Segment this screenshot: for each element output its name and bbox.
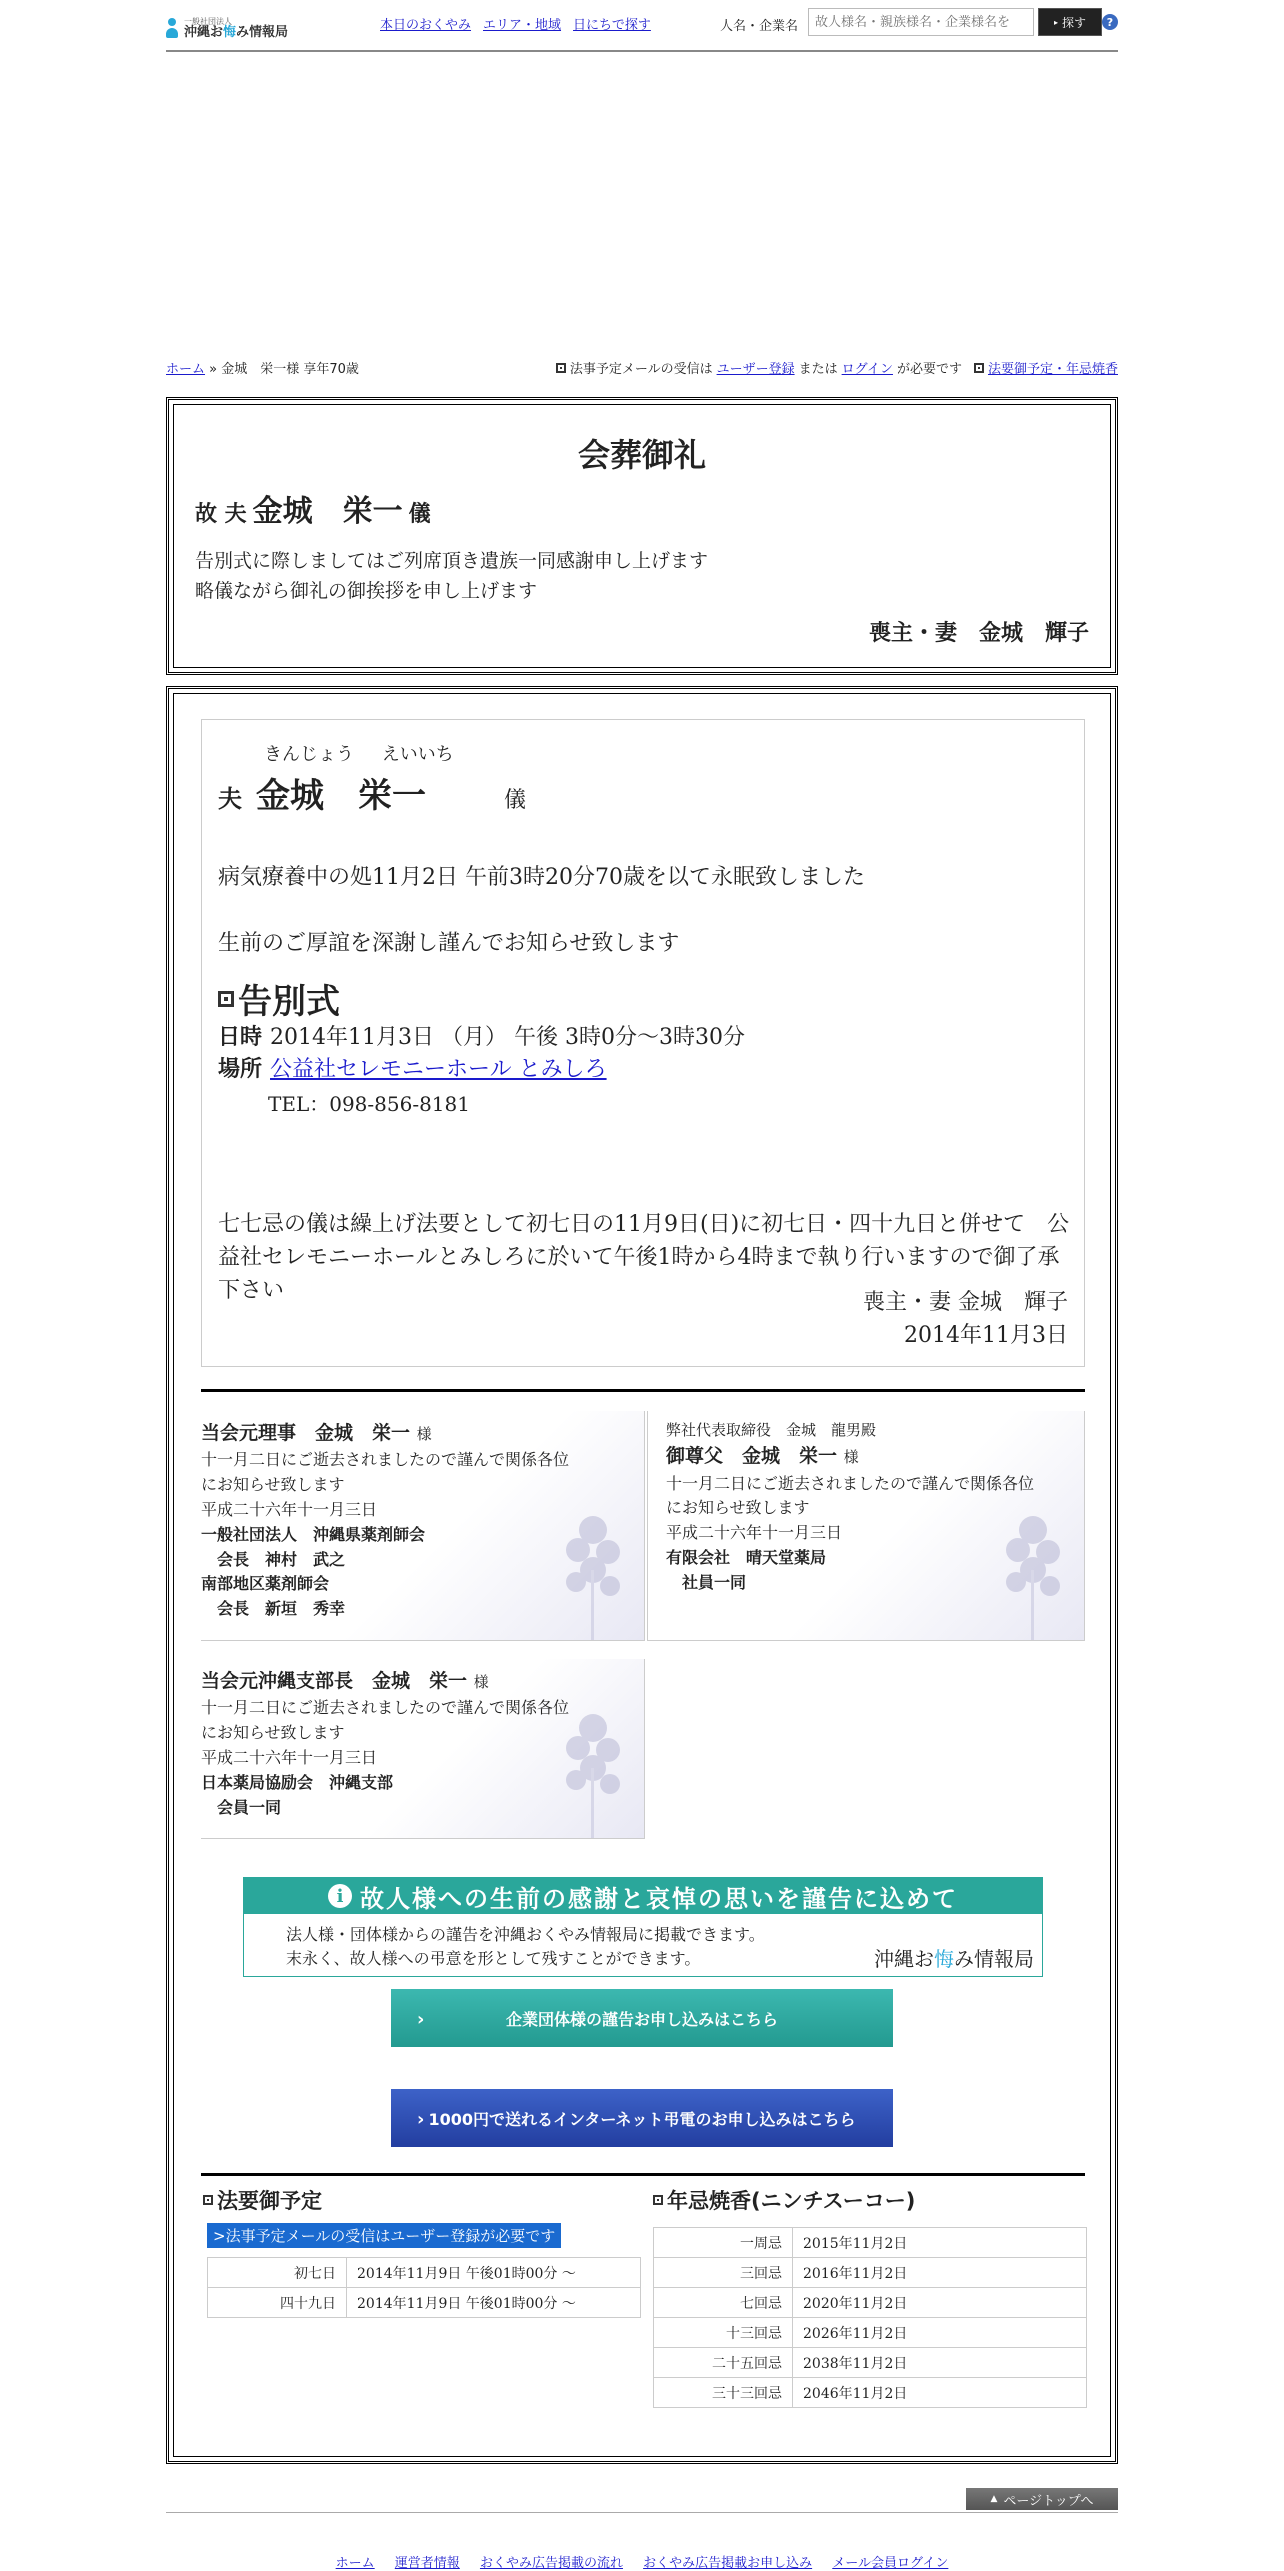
memorial-schedule-heading: 法要御予定 [203,2185,322,2215]
telegram-button[interactable]: › 1000円で送れるインターネット弔電のお申し込みはこちら [391,2089,893,2147]
flower-icon [548,1698,638,1838]
top-nav [380,14,651,33]
breadcrumb-home[interactable]: ホーム [166,362,206,377]
page-top-button[interactable]: ▲ ページトップへ [966,2488,1118,2510]
help-icon[interactable]: ? [1102,14,1118,30]
condolence-card: 当会元沖縄支部長 金城 栄一 様 十一月二日にご逝去されましたので謹んで関係各位 にお知らせ致します 平成二十六年十一月三日 日本薬局協励会 沖縄支部 会員一同 [201,1659,645,1839]
memorial-schedule-table [207,2257,641,2318]
info-icon: i [328,1884,352,1908]
flower-icon [548,1500,638,1640]
obituary-signature: 喪主・妻 金城 輝子 2014年11月3日 [863,1290,1068,1348]
thanks-line-1: 告別式に際しましてはご列席頂き遺族一同感謝申し上げます [195,550,709,572]
thanks-signature: 喪主・妻 金城 輝子 [868,620,1089,646]
condolence-ad-banner[interactable] [243,1877,1043,1977]
condolence-card: 弊社代表取締役 金城 龍男殿 御尊父 金城 栄一 様 十一月二日にご逝去されましたので謹んで関係各位 にお知らせ致します 平成二十六年十一月三日 有限会社 晴天堂薬局 社員一同 [647,1411,1085,1641]
login-link[interactable]: ログイン [841,362,893,377]
gratitude-line: 生前のご厚誼を深謝し謹んでお知らせ致します [218,931,680,956]
table-row: 三十三回忌 2046年11月2日 [654,2378,1087,2408]
table-row: 一周忌 2015年11月2日 [654,2228,1087,2258]
funeral-date: 日時 2014年11月3日 （月） 午後 3時0分～3時30分 [218,1024,745,1050]
divider [201,1389,1085,1392]
register-link[interactable]: ユーザー登録 [716,362,795,377]
condolence-card: 当会元理事 金城 栄一 様 十一月二日にご逝去されましたので謹んで関係各位 にお知らせ致します 平成二十六年十一月三日 一般社団法人 沖縄県薬剤師会 会長 神村 武之 南部地区薬剤師会 会長 新垣 秀幸 [201,1411,645,1641]
banner-brand: 沖縄お悔み情報局 [874,1947,1034,1971]
table-row: 七回忌 2020年11月2日 [654,2288,1087,2318]
table-row: 十三回忌 2026年11月2日 [654,2318,1087,2348]
nav-today[interactable]: 本日のおくやみ [380,18,472,33]
banner-headline: 故人様への生前の感謝と哀悼の思いを謹告に込めて [360,1884,958,1913]
footer-link-home[interactable]: ホーム [335,2556,375,2571]
square-bullet-icon [974,363,984,373]
logo-title: 沖縄お悔み情報局 [184,24,289,40]
arrow-up-icon: ▲ [990,2494,998,2504]
deceased-name: 夫 金城 栄一 儀 [218,776,527,816]
anniversary-table [653,2227,1087,2408]
footer-link-flow[interactable]: おくやみ広告掲載の流れ [479,2556,623,2571]
search-arrow-icon: ▸ [1053,17,1058,27]
corporate-notice-button[interactable]: › 企業団体様の謹告お申し込みはこちら [391,1989,893,2047]
footer-link-login[interactable]: メール会員ログイン [832,2556,949,2571]
site-header [166,6,1118,52]
venue-link[interactable]: 公益社セレモニーホール とみしろ [270,1057,607,1082]
logo-icon [166,16,180,40]
mail-notice: 法事予定メールの受信は ユーザー登録 または ログイン が必要です 法要御予定・年忌焼香 [556,358,1118,377]
breadcrumb-current: 金城 栄一様 享年70歳 [221,362,359,377]
thanks-deceased-name: 故 夫 金城 栄一 儀 [195,494,431,529]
name-furigana: きんじょう えいいち [264,744,454,765]
obituary-notice [201,719,1085,1367]
search-button[interactable]: ▸ 探す [1038,8,1102,36]
banner-line-2: 末永く、故人様への弔意を形として残すことができます。 [286,1949,701,1968]
flower-icon [988,1500,1078,1640]
table-row: 初七日 2014年11月9日 午後01時00分 ～ [208,2258,641,2288]
table-row: 三回忌 2016年11月2日 [654,2258,1087,2288]
logo-subtitle: 一般社団法人 [184,16,232,26]
divider [201,2173,1085,2176]
funeral-heading: 告別式 [218,974,340,1023]
search-input[interactable] [808,8,1034,36]
death-notice: 病気療養中の処11月2日 午前3時20分70歳を以て永眠致しました [218,865,865,890]
nav-date[interactable]: 日にちで探す [573,18,651,33]
square-bullet-icon [653,2195,663,2205]
banner-line-1: 法人様・団体様からの謹告を沖縄おくやみ情報局に掲載できます。 [286,1925,765,1944]
venue-tel: TEL：098-856-8181 [268,1092,470,1116]
memorial-schedule-link[interactable]: 法要御予定・年忌焼香 [987,362,1118,377]
footer-link-operator[interactable]: 運営者情報 [394,2556,460,2571]
square-bullet-icon [218,991,234,1007]
register-notice-link[interactable]: >法事予定メールの受信はユーザー登録が必要です [207,2223,561,2248]
site-logo[interactable] [166,10,288,46]
square-bullet-icon [556,363,566,373]
condolence-title: 当会元沖縄支部長 金城 栄一 様 [201,1670,489,1692]
table-row: 二十五回忌 2038年11月2日 [654,2348,1087,2378]
footer-divider [166,2512,1118,2513]
footer-link-apply[interactable]: おくやみ広告掲載お申し込み [643,2556,813,2571]
square-bullet-icon [203,2195,213,2205]
chevron-right-icon: › [417,2009,425,2030]
footer-links [0,2552,1284,2571]
table-row: 四十九日 2014年11月9日 午後01時00分 ～ [208,2288,641,2318]
anniversary-heading: 年忌焼香(ニンチスーコー) [653,2185,915,2215]
thanks-line-2: 略儀ながら御礼の御挨拶を申し上げます [195,580,538,602]
search-label: 人名・企業名 [720,19,799,34]
obituary-box [166,686,1118,2464]
chevron-right-icon: › [417,2109,425,2130]
thanks-notice [166,397,1118,675]
condolence-title: 当会元理事 金城 栄一 様 [201,1422,432,1444]
breadcrumb: ホーム » 金城 栄一様 享年70歳 [166,362,359,377]
thanks-title: 会葬御礼 [577,436,706,474]
nav-area[interactable]: エリア・地域 [483,18,562,33]
condolence-title: 御尊父 金城 栄一 様 [666,1445,859,1468]
funeral-place: 場所 公益社セレモニーホール とみしろ [218,1056,607,1082]
memorial-service-text: 七七忌の儀は繰上げ法要として初七日の11月9日(日)に初七日・四十九日と併せて 公益社セレモニーホールとみしろに於いて午後1時から4時まで執り行いますので御了承下さい [218,1212,1070,1303]
